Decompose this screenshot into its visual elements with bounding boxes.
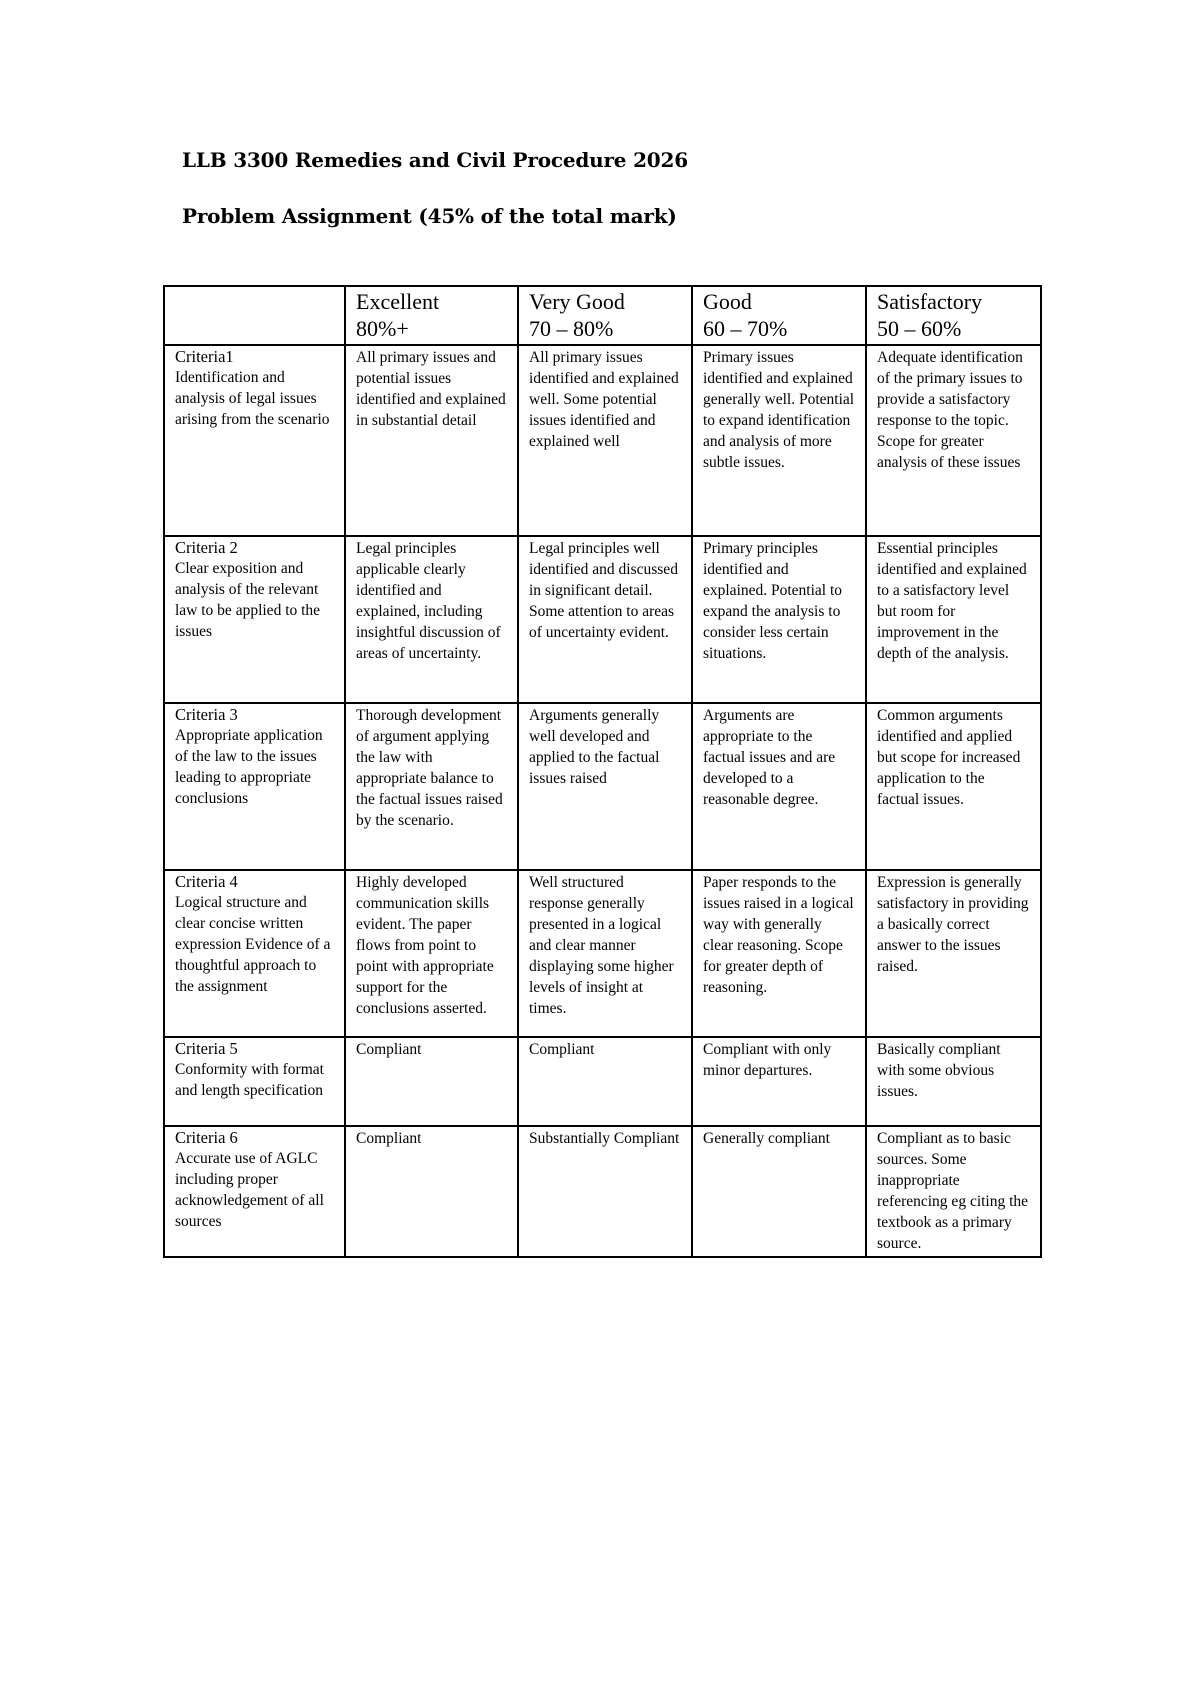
cell-very-good bbox=[518, 1037, 692, 1126]
cell-text: Compliant bbox=[356, 1130, 422, 1147]
cell-text: Basically compliant with some obvious issues. bbox=[877, 1041, 1001, 1100]
header-range: 50 – 60% bbox=[877, 316, 962, 341]
cell-text: Compliant as to basic sources. Some inappropriate referencing eg citing the textbook as a primary source. bbox=[877, 1130, 1029, 1252]
cell-good bbox=[692, 536, 866, 703]
criteria-name: Criteria 4 bbox=[175, 872, 238, 891]
criteria-name: Criteria 2 bbox=[175, 538, 238, 557]
cell-text: Compliant bbox=[529, 1041, 595, 1058]
cell-text: Essential principles identified and explained to a satisfactory level but room for improvement in the depth of the analysis. bbox=[877, 540, 1027, 662]
header-excellent bbox=[345, 286, 518, 345]
cell-good bbox=[692, 870, 866, 1037]
cell-very-good bbox=[518, 345, 692, 536]
criteria-description: Conformity with format and length specification bbox=[175, 1061, 324, 1099]
marking-rubric-table bbox=[163, 285, 1042, 1258]
rubric-row-criteria-6 bbox=[164, 1126, 1041, 1257]
cell-satisfactory bbox=[866, 870, 1041, 1037]
cell-excellent bbox=[345, 1126, 518, 1257]
criteria-cell bbox=[164, 1126, 345, 1257]
header-label: Satisfactory bbox=[877, 289, 983, 314]
rubric-row-criteria-3 bbox=[164, 703, 1041, 870]
cell-very-good bbox=[518, 1126, 692, 1257]
cell-text: Arguments generally well developed and applied to the factual issues raised bbox=[529, 707, 660, 787]
cell-text: Thorough development of argument applying the law with appropriate balance to the factual issues raised by the scenario. bbox=[356, 707, 503, 829]
header-satisfactory bbox=[866, 286, 1041, 345]
cell-satisfactory bbox=[866, 703, 1041, 870]
cell-text: Compliant with only minor departures. bbox=[703, 1041, 832, 1079]
rubric-header-row bbox=[164, 286, 1041, 345]
cell-satisfactory bbox=[866, 536, 1041, 703]
document-title: LLB 3300 Remedies and Civil Procedure 2026 bbox=[182, 148, 688, 172]
header-good bbox=[692, 286, 866, 345]
cell-text: Primary principles identified and explained. Potential to expand the analysis to consider less certain situations. bbox=[703, 540, 843, 662]
rubric-row-criteria-4 bbox=[164, 870, 1041, 1037]
header-label: Good bbox=[703, 289, 752, 314]
criteria-name: Criteria 3 bbox=[175, 705, 238, 724]
cell-text: Compliant bbox=[356, 1041, 422, 1058]
cell-excellent bbox=[345, 870, 518, 1037]
criteria-cell bbox=[164, 703, 345, 870]
criteria-name: Criteria 5 bbox=[175, 1039, 238, 1058]
criteria-cell bbox=[164, 870, 345, 1037]
cell-satisfactory bbox=[866, 1126, 1041, 1257]
header-label: Very Good bbox=[529, 289, 625, 314]
cell-text: Highly developed communication skills evident. The paper flows from point to point with appropriate support for the conclusions asserted. bbox=[356, 874, 494, 1017]
cell-excellent bbox=[345, 1037, 518, 1126]
cell-very-good bbox=[518, 536, 692, 703]
header-range: 60 – 70% bbox=[703, 316, 788, 341]
criteria-description: Logical structure and clear concise written expression Evidence of a thoughtful approach to the assignment bbox=[175, 894, 331, 995]
cell-text: Substantially Compliant bbox=[529, 1130, 680, 1147]
criteria-description: Appropriate application of the law to the issues leading to appropriate conclusions bbox=[175, 727, 323, 807]
criteria-name: Criteria1 bbox=[175, 347, 234, 366]
cell-excellent bbox=[345, 703, 518, 870]
cell-text: All primary issues and potential issues identified and explained in substantial detail bbox=[356, 349, 506, 429]
header-criteria-blank bbox=[164, 286, 345, 345]
header-range: 70 – 80% bbox=[529, 316, 614, 341]
cell-text: Paper responds to the issues raised in a logical way with generally clear reasoning. Scope for greater depth of reasoning. bbox=[703, 874, 854, 996]
cell-good bbox=[692, 345, 866, 536]
cell-very-good bbox=[518, 703, 692, 870]
rubric-row-criteria-5 bbox=[164, 1037, 1041, 1126]
cell-good bbox=[692, 703, 866, 870]
cell-good bbox=[692, 1126, 866, 1257]
cell-text: Adequate identification of the primary issues to provide a satisfactory response to the topic. Scope for greater analysis of these issues bbox=[877, 349, 1023, 471]
cell-good bbox=[692, 1037, 866, 1126]
cell-text: Primary issues identified and explained generally well. Potential to expand identification and analysis of more subtle issues. bbox=[703, 349, 855, 471]
header-label: Excellent bbox=[356, 289, 440, 314]
rubric-row-criteria-2 bbox=[164, 536, 1041, 703]
cell-excellent bbox=[345, 345, 518, 536]
cell-satisfactory bbox=[866, 345, 1041, 536]
header-very-good bbox=[518, 286, 692, 345]
cell-text: Legal principles well identified and discussed in significant detail. Some attention to areas of uncertainty evident. bbox=[529, 540, 678, 641]
criteria-description: Identification and analysis of legal issues arising from the scenario bbox=[175, 369, 330, 428]
criteria-cell bbox=[164, 345, 345, 536]
cell-text: Common arguments identified and applied but scope for increased application to the factual issues. bbox=[877, 707, 1021, 808]
header-range: 80%+ bbox=[356, 316, 409, 341]
cell-text: Well structured response generally presented in a logical and clear manner displaying some higher levels of insight at times. bbox=[529, 874, 674, 1017]
cell-text: Expression is generally satisfactory in providing a basically correct answer to the issues raised. bbox=[877, 874, 1029, 975]
cell-text: Legal principles applicable clearly identified and explained, including insightful discussion of areas of uncertainty. bbox=[356, 540, 501, 662]
rubric-row-criteria-1 bbox=[164, 345, 1041, 536]
cell-satisfactory bbox=[866, 1037, 1041, 1126]
cell-text: Generally compliant bbox=[703, 1130, 830, 1147]
criteria-description: Accurate use of AGLC including proper acknowledgement of all sources bbox=[175, 1150, 324, 1230]
criteria-cell bbox=[164, 536, 345, 703]
cell-very-good bbox=[518, 870, 692, 1037]
document-subtitle: Problem Assignment (45% of the total mark) bbox=[182, 204, 677, 228]
criteria-name: Criteria 6 bbox=[175, 1128, 238, 1147]
criteria-description: Clear exposition and analysis of the relevant law to be applied to the issues bbox=[175, 560, 321, 640]
cell-excellent bbox=[345, 536, 518, 703]
cell-text: All primary issues identified and explained well. Some potential issues identified and explained well bbox=[529, 349, 679, 450]
criteria-cell bbox=[164, 1037, 345, 1126]
cell-text: Arguments are appropriate to the factual issues and are developed to a reasonable degree. bbox=[703, 707, 836, 808]
